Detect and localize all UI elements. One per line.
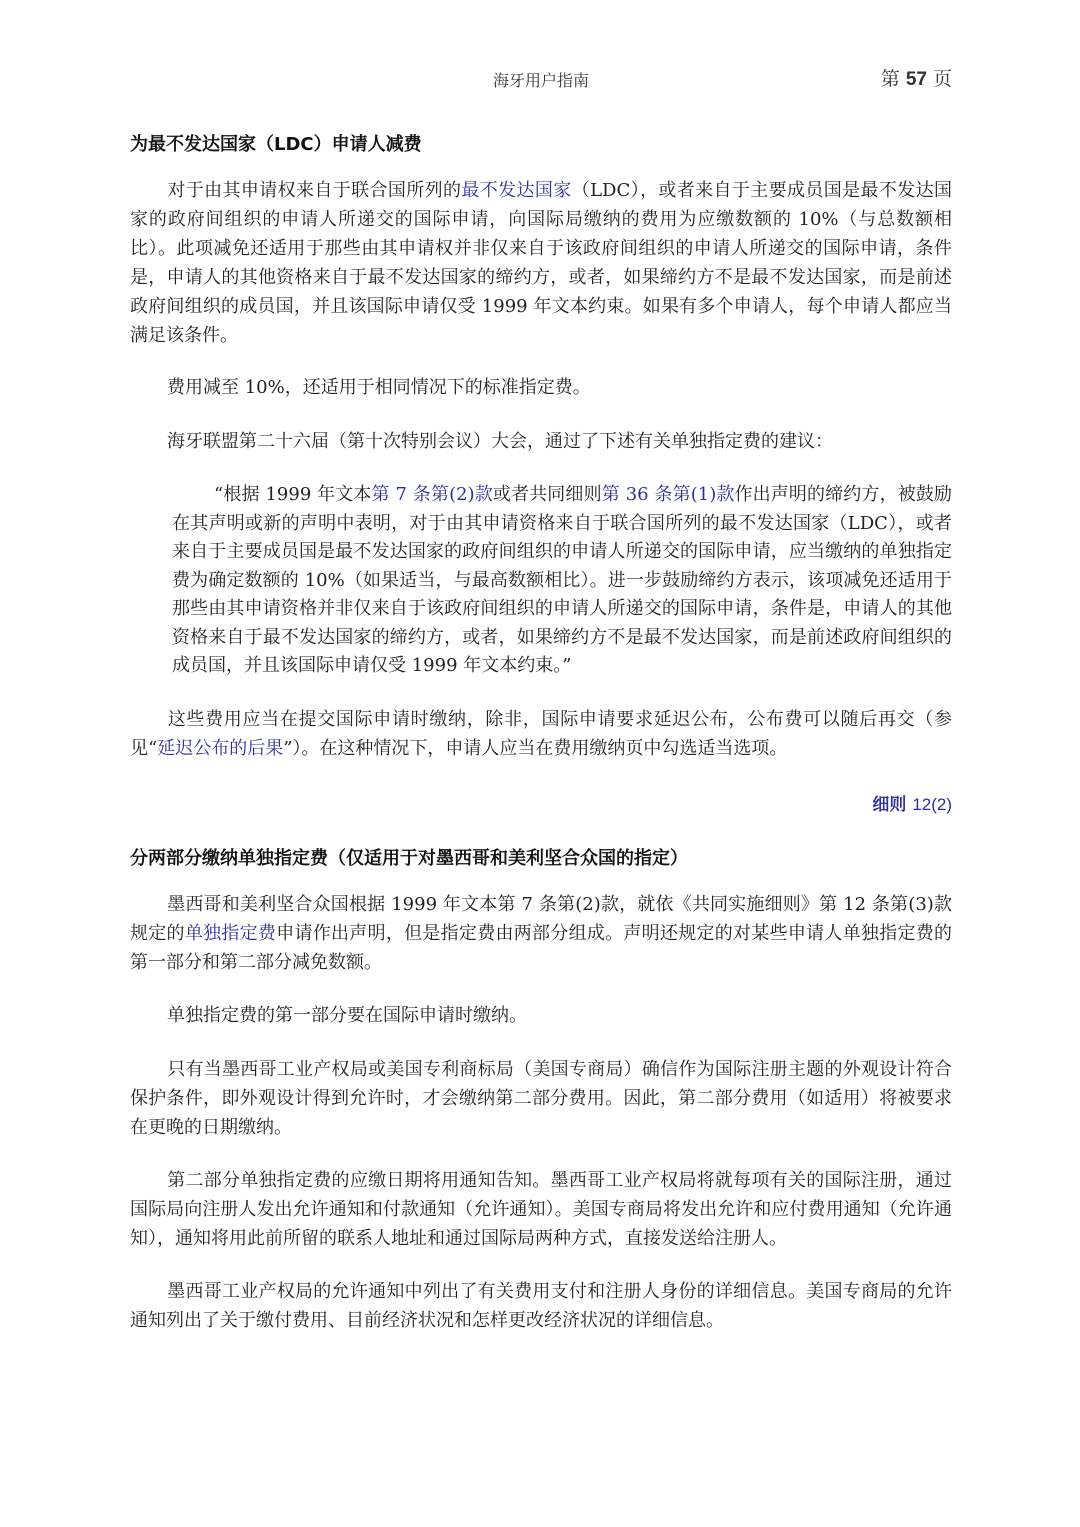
page-header (130, 64, 952, 94)
section-heading-ldc: 为最不发达国家（LDC）申请人减费 (130, 134, 422, 155)
link-ldc[interactable]: 最不发达国家 (461, 180, 572, 201)
link-individual-designation-fee[interactable]: 单独指定费 (184, 923, 277, 944)
paragraph-second-part-notice: 第二部分单独指定费的应缴日期将用通知告知。墨西哥工业产权局将就每项有关的国际注册，通过国际局向注册人发出允许通知和付款通知（允许通知）。美国专商局将发出允许和应付费用通知（允许通知），通知将用此前所留的联系人地址和通过国际局两种方式，直接发送给注册人。 (130, 1170, 952, 1249)
paragraph-mexico-us-declaration: 墨西哥和美利坚合众国根据 1999 年文本第 7 条第(2)款，就依《共同实施细则》第 12 条第(3)款规定的单独指定费申请作出声明，但是指定费由两部分组成。声明还规定的对某些申请人单独指定费的第一部分和第二部分减免数额。 (130, 894, 953, 973)
link-deferred-publication[interactable]: 延迟公布的后果 (157, 738, 284, 759)
rule-reference[interactable]: 细则 12(2) (872, 795, 952, 815)
paragraph-first-part: 单独指定费的第一部分要在国际申请时缴纳。 (167, 1005, 527, 1026)
paragraph-assembly: 海牙联盟第二十六届（第十次特别会议）大会，通过了下述有关单独指定费的建议： (167, 431, 833, 452)
link-rule-36-1[interactable]: 第 36 条第(1)款 (601, 484, 735, 505)
section-heading-two-part-fee: 分两部分缴纳单独指定费（仅适用于对墨西哥和美利坚合众国的指定） (130, 848, 688, 869)
paragraph-fee-reduction: 费用减至 10%，还适用于相同情况下的标准指定费。 (167, 377, 591, 398)
paragraph-second-part-condition: 只有当墨西哥工业产权局或美国专利商标局（美国专商局）确信作为国际注册主题的外观设计符合保护条件，即外观设计得到允许时，才会缴纳第二部分费用。因此，第二部分费用（如适用）将被要求在更晚的日期缴纳。 (130, 1059, 952, 1138)
paragraph-payment-time: 这些费用应当在提交国际申请时缴纳，除非，国际申请要求延迟公布，公布费可以随后再交（参见“延迟公布的后果”）。在这种情况下，申请人应当在费用缴纳页中勾选适当选项。 (130, 709, 952, 759)
paragraph-ldc-intro: 对于由其申请权来自于联合国所列的最不发达国家（LDC），或者来自于主要成员国是最不发达国家的政府间组织的申请人所递交的国际申请，向国际局缴纳的费用为应缴数额的 10%（与总数额相比）。此项减免还适用于那些由其申请权并非仅来自于该政府间组织的申请人所递交的国际申请，条件是，申请人的其他资格来自于最不发达国家的缔约方，或者，如果缔约方不是最不发达国家，而是前述政府间组织的成员国，并且该国际申请仅受 1999 年文本约束。如果有多个申请人，每个申请人都应当满足该条件。 (130, 180, 953, 346)
link-article-7-2[interactable]: 第 7 条第(2)款 (371, 484, 493, 505)
page-number: 第 57 页 (880, 68, 952, 90)
quote-recommendation: “根据 1999 年文本第 7 条第(2)款或者共同细则第 36 条第(1)款作出声明的缔约方，被鼓励在其声明或新的声明中表明，对于由其申请资格来自于联合国所列的最不发达国家（LDC），或者来自于主要成员国是最不发达国家的政府间组织的申请人所递交的国际申请，应当缴纳的单独指定费为确定数额的 10%（如果适当，与最高数额相比）。进一步鼓励缔约方表示，该项减免还适用于那些由其申请资格并非仅来自于该政府间组织的申请人所递交的国际申请，条件是，申请人的其他资格来自于最不发达国家的缔约方，或者，如果缔约方不是最不发达国家，而是前述政府间组织的成员国，并且该国际申请仅受 1999 年文本约束。” (172, 484, 952, 676)
header-title: 海牙用户指南 (492, 71, 589, 90)
paragraph-notice-details: 墨西哥工业产权局的允许通知中列出了有关费用支付和注册人身份的详细信息。美国专商局的允许通知列出了关于缴付费用、目前经济状况和怎样更改经济状况的详细信息。 (130, 1281, 952, 1331)
